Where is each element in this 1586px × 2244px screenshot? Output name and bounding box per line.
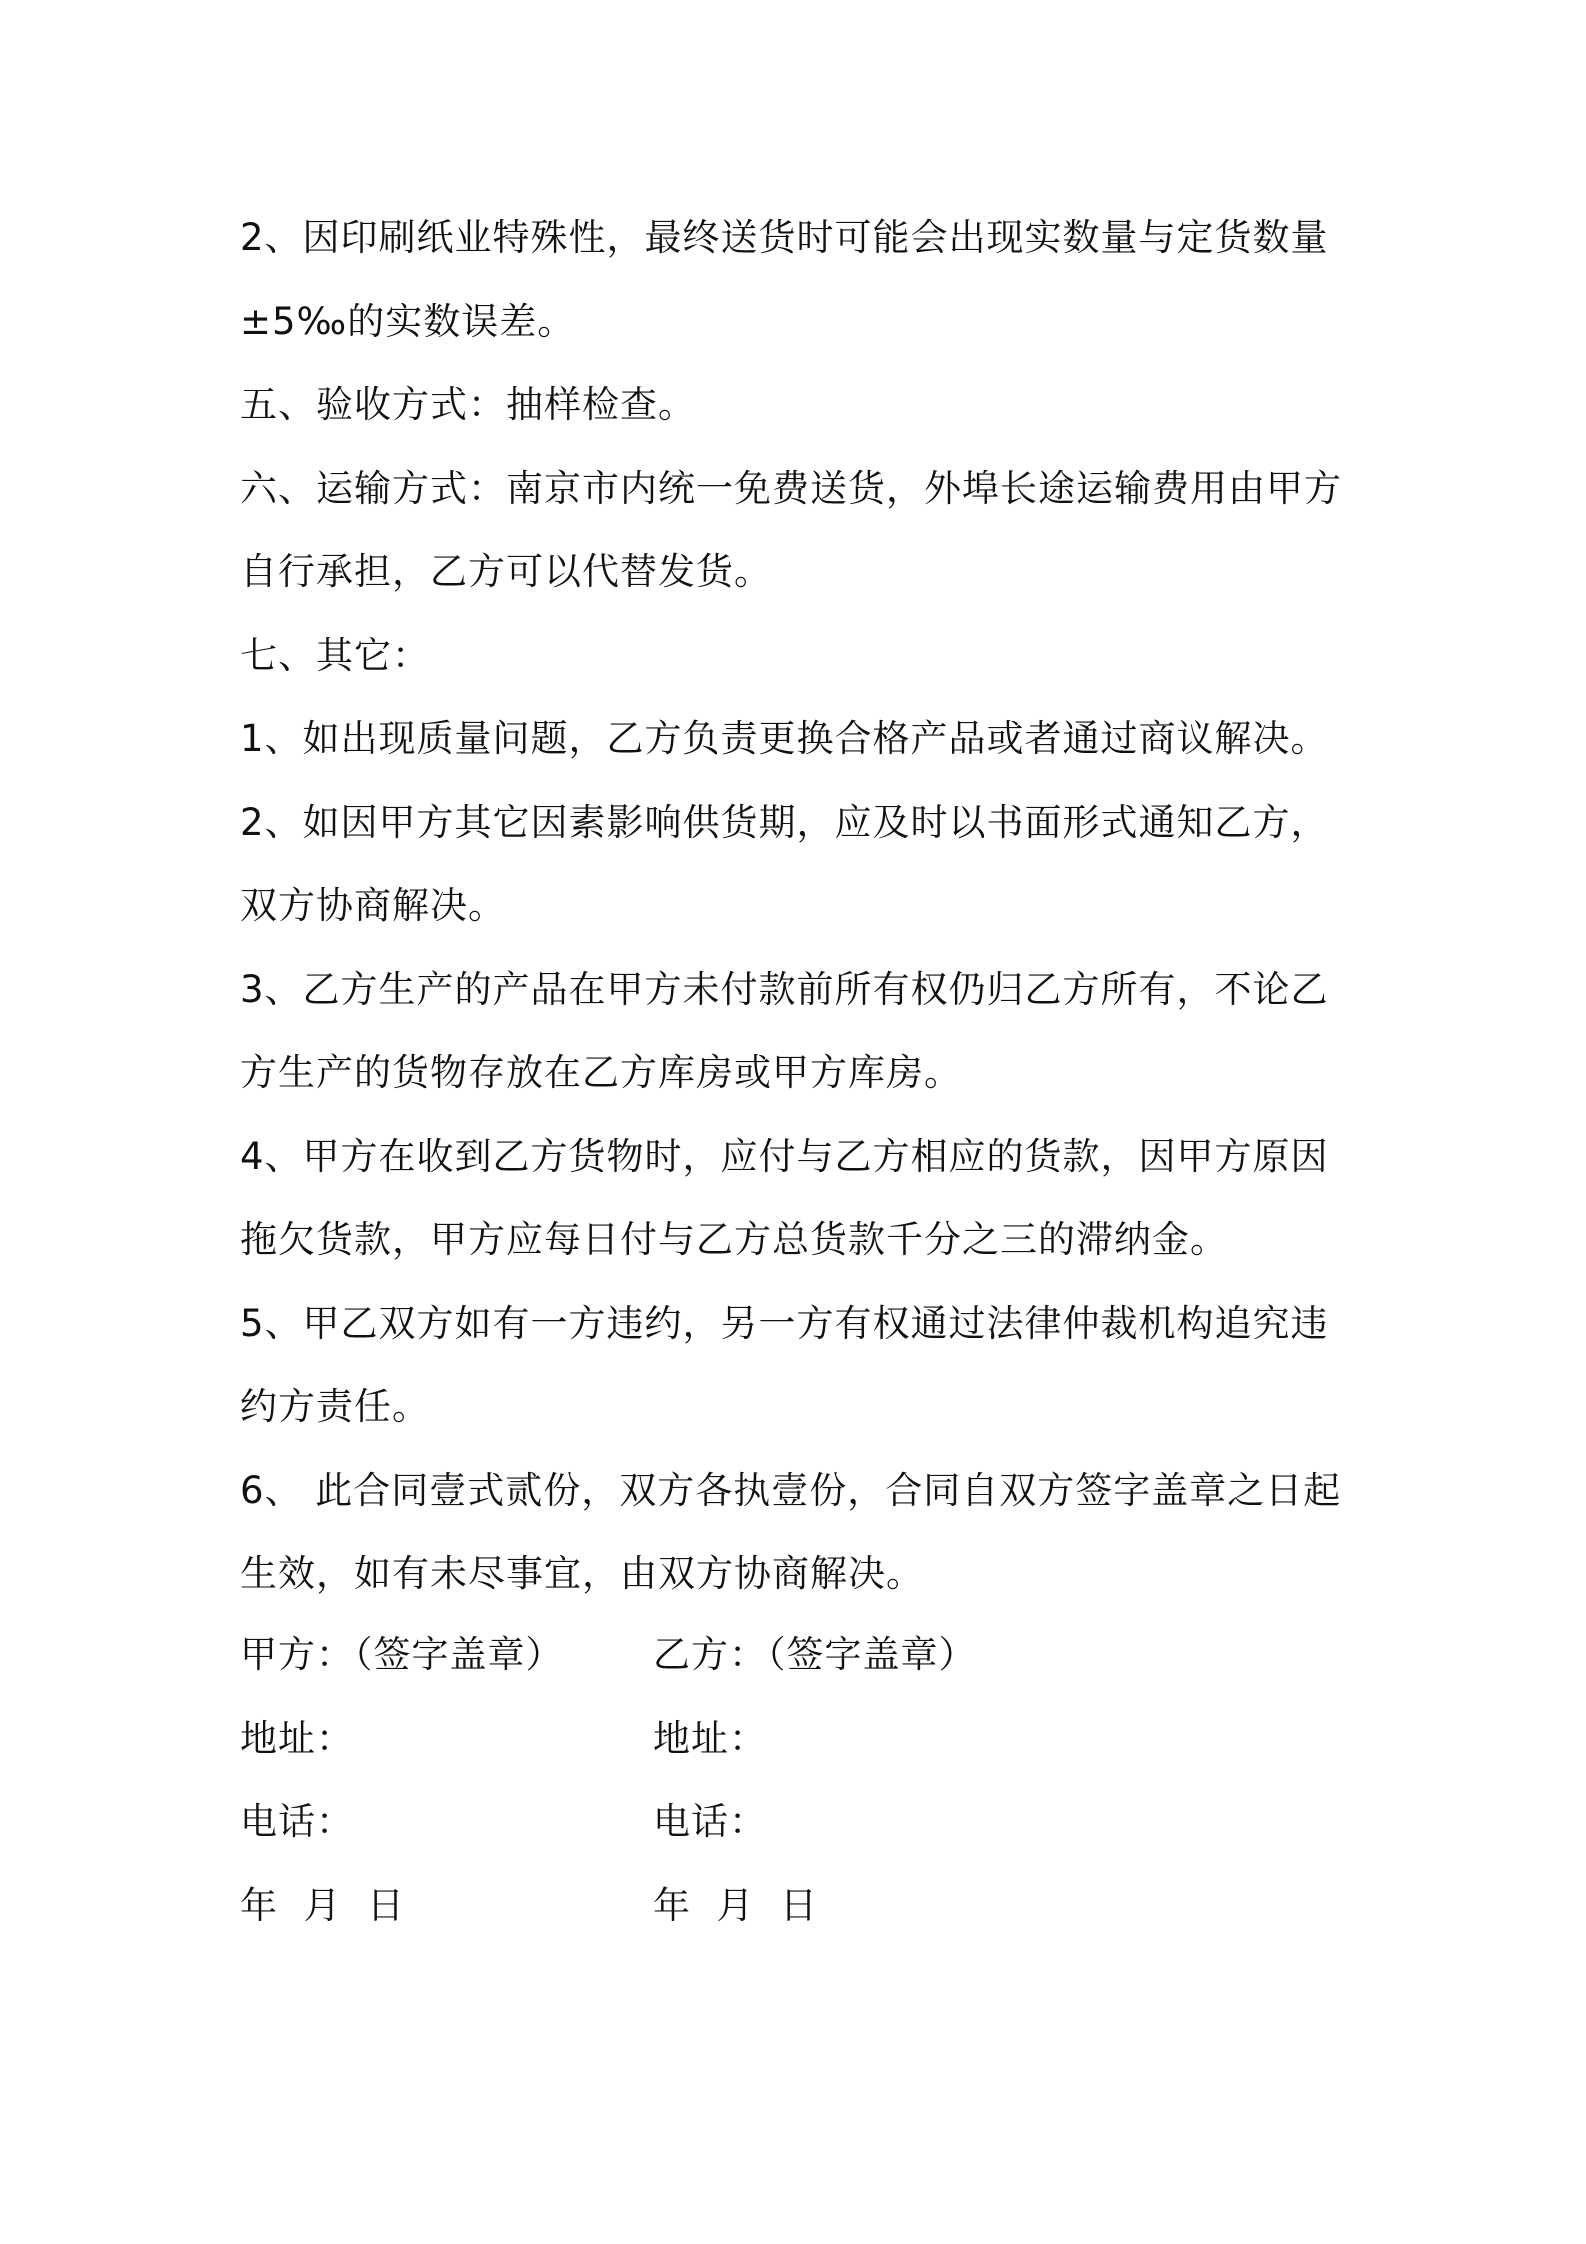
signature-row-address bbox=[240, 1697, 1360, 1781]
clause-ownership: 3、乙方生产的产品在甲方未付款前所有权仍归乙方所有，不论乙方生产的货物存放在乙方库房或甲方库房。 bbox=[240, 967, 1329, 1094]
party-b-phone: 电话： bbox=[653, 1800, 767, 1843]
clause-payment-penalty: 4、甲方在收到乙方货物时，应付与乙方相应的货款，因甲方原因拖欠货款，甲方应每日付与乙方总货款千分之三的滞纳金。 bbox=[240, 1134, 1329, 1261]
party-b-seal: 乙方：（签字盖章） bbox=[653, 1633, 977, 1676]
signature-row-phone bbox=[240, 1780, 1360, 1864]
clause-transport-method: 六、运输方式：南京市内统一免费送货，外埠长途运输费用由甲方自行承担，乙方可以代替发货。 bbox=[240, 466, 1342, 593]
section-heading-other: 七、其它： bbox=[240, 633, 430, 677]
party-a-phone: 电话： bbox=[240, 1800, 354, 1843]
signature-block bbox=[240, 1613, 1360, 1947]
contract-body bbox=[240, 196, 1360, 1616]
clause-inspection-method: 五、验收方式：抽样检查。 bbox=[240, 383, 696, 426]
party-a-date: 年 月 日 bbox=[240, 1883, 406, 1927]
clause-effectiveness: 6、 此合同壹式贰份，双方各执壹份，合同自双方签字盖章之日起生效，如有未尽事宜，由双方协商解决。 bbox=[240, 1468, 1342, 1595]
signature-row-date bbox=[240, 1864, 1360, 1948]
clause-breach: 5、甲乙双方如有一方违约，另一方有权通过法律仲裁机构追究违约方责任。 bbox=[240, 1301, 1329, 1428]
signature-row-seal bbox=[240, 1613, 1360, 1697]
party-a-seal: 甲方：（签字盖章） bbox=[240, 1633, 564, 1676]
party-b-address: 地址： bbox=[653, 1716, 767, 1760]
party-a-address: 地址： bbox=[240, 1716, 354, 1760]
clause-quality-issues: 1、如出现质量问题，乙方负责更换合格产品或者通过商议解决。 bbox=[240, 717, 1329, 760]
clause-quantity-tolerance: 2、因印刷纸业特殊性，最终送货时可能会出现实数量与定货数量±5‰的实数误差。 bbox=[240, 216, 1329, 343]
clause-supply-delay: 2、如因甲方其它因素影响供货期，应及时以书面形式通知乙方，双方协商解决。 bbox=[240, 800, 1329, 927]
party-b-date: 年 月 日 bbox=[653, 1883, 819, 1927]
